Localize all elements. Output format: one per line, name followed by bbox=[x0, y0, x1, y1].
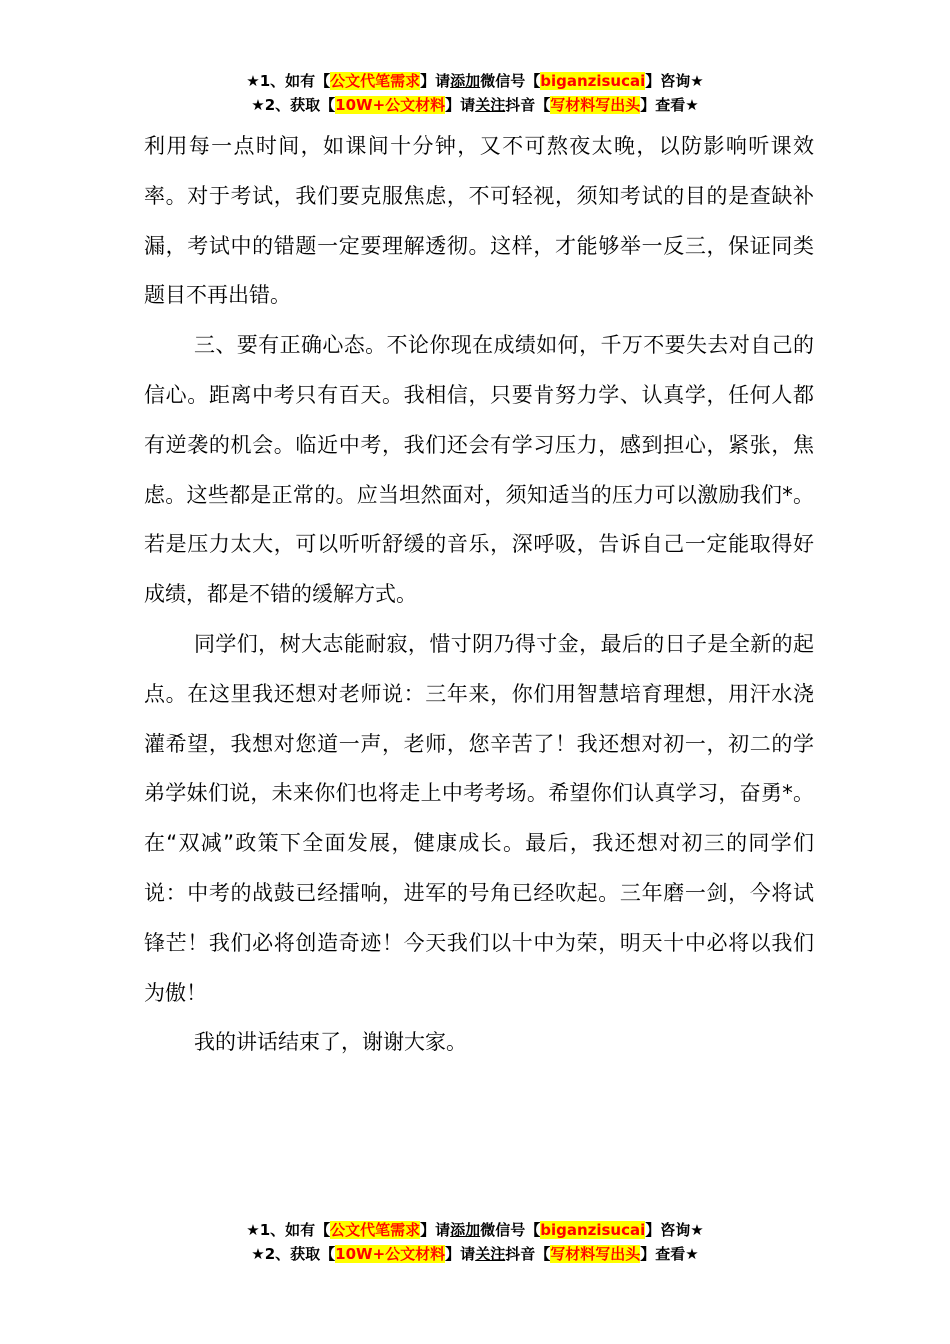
highlight-materials: 10W+公文材料 bbox=[335, 1245, 446, 1263]
banner-text: 】请 bbox=[420, 1221, 451, 1239]
banner-text: 微信号【 bbox=[480, 1221, 541, 1239]
underlined-word: 添加 bbox=[450, 1221, 481, 1239]
banner-text: 2、获取【 bbox=[264, 96, 336, 114]
star-icon: ★ bbox=[685, 1245, 699, 1263]
paragraph-closing: 我的讲话结束了，谢谢大家。 bbox=[194, 1030, 467, 1055]
banner-line-2 bbox=[0, 93, 950, 117]
highlight-service: 公文代笔需求 bbox=[330, 1221, 421, 1239]
banner-text: 】咨询 bbox=[645, 1221, 691, 1239]
paragraph-continuation: 利用每一点时间，如课间十分钟，又不可熬夜太晚，以防影响听课效率。对于考试，我们要克服焦虑，不可轻视，须知考试的目的是查缺补漏，考试中的错题一定要理解透彻。这样，才能够举一反三，保证同类题目不再出错。 bbox=[144, 134, 814, 308]
document-body bbox=[144, 122, 814, 1068]
highlight-douyin: 写材料写出头 bbox=[550, 1245, 641, 1263]
star-icon: ★ bbox=[685, 96, 699, 114]
banner-text: 】查看 bbox=[640, 1245, 686, 1263]
banner-text: 2、获取【 bbox=[264, 1245, 336, 1263]
banner-text: 1、如有【 bbox=[259, 72, 331, 90]
underlined-word: 关注 bbox=[475, 96, 506, 114]
header-banner bbox=[0, 69, 950, 117]
paragraph-classmates: 同学们，树大志能耐寂，惜寸阴乃得寸金，最后的日子是全新的起点。在这里我还想对老师说：三年来，你们用智慧培育理想，用汗水浇灌希望，我想对您道一声，老师，您辛苦了！我还想对初一，初二的学弟学妹们说，未来你们也将走上中考考场。希望你们认真学习，奋勇*。在“双减”政策下全面发展，健康成长。最后，我还想对初三的同学们说：中考的战鼓已经擂响，进军的号角已经吹起。三年磨一剑，今将试锋芒！我们必将创造奇迹！今天我们以十中为荣，明天十中必将以我们为傲！ bbox=[144, 631, 814, 1005]
highlight-wechat-id: biganzisucai bbox=[540, 1221, 646, 1239]
banner-text: 抖音【 bbox=[505, 1245, 551, 1263]
star-icon: ★ bbox=[246, 72, 260, 90]
star-icon: ★ bbox=[251, 96, 265, 114]
footer-banner bbox=[0, 1218, 950, 1266]
banner-text: 抖音【 bbox=[505, 96, 551, 114]
underlined-word: 关注 bbox=[475, 1245, 506, 1263]
banner-text: 】咨询 bbox=[645, 72, 691, 90]
star-icon: ★ bbox=[690, 1221, 704, 1239]
star-icon: ★ bbox=[246, 1221, 260, 1239]
star-icon: ★ bbox=[690, 72, 704, 90]
paragraph-section-three: 三、要有正确心态。不论你现在成绩如何，千万不要失去对自己的信心。距离中考只有百天。我相信，只要肯努力学、认真学，任何人都有逆袭的机会。临近中考，我们还会有学习压力，感到担心，紧张，焦虑。这些都是正常的。应当坦然面对，须知适当的压力可以激励我们*。若是压力太大，可以听听舒缓的音乐，深呼吸，告诉自己一定能取得好成绩，都是不错的缓解方式。 bbox=[144, 333, 814, 607]
banner-text: 微信号【 bbox=[480, 72, 541, 90]
banner-text: 】请 bbox=[445, 1245, 476, 1263]
highlight-service: 公文代笔需求 bbox=[330, 72, 421, 90]
highlight-materials: 10W+公文材料 bbox=[335, 96, 446, 114]
highlight-douyin: 写材料写出头 bbox=[550, 96, 641, 114]
banner-line-1 bbox=[0, 1218, 950, 1242]
banner-text: 1、如有【 bbox=[259, 1221, 331, 1239]
banner-line-2 bbox=[0, 1242, 950, 1266]
star-icon: ★ bbox=[251, 1245, 265, 1263]
banner-text: 】请 bbox=[420, 72, 451, 90]
underlined-word: 添加 bbox=[450, 72, 481, 90]
banner-text: 】请 bbox=[445, 96, 476, 114]
banner-line-1 bbox=[0, 69, 950, 93]
highlight-wechat-id: biganzisucai bbox=[540, 72, 646, 90]
banner-text: 】查看 bbox=[640, 96, 686, 114]
